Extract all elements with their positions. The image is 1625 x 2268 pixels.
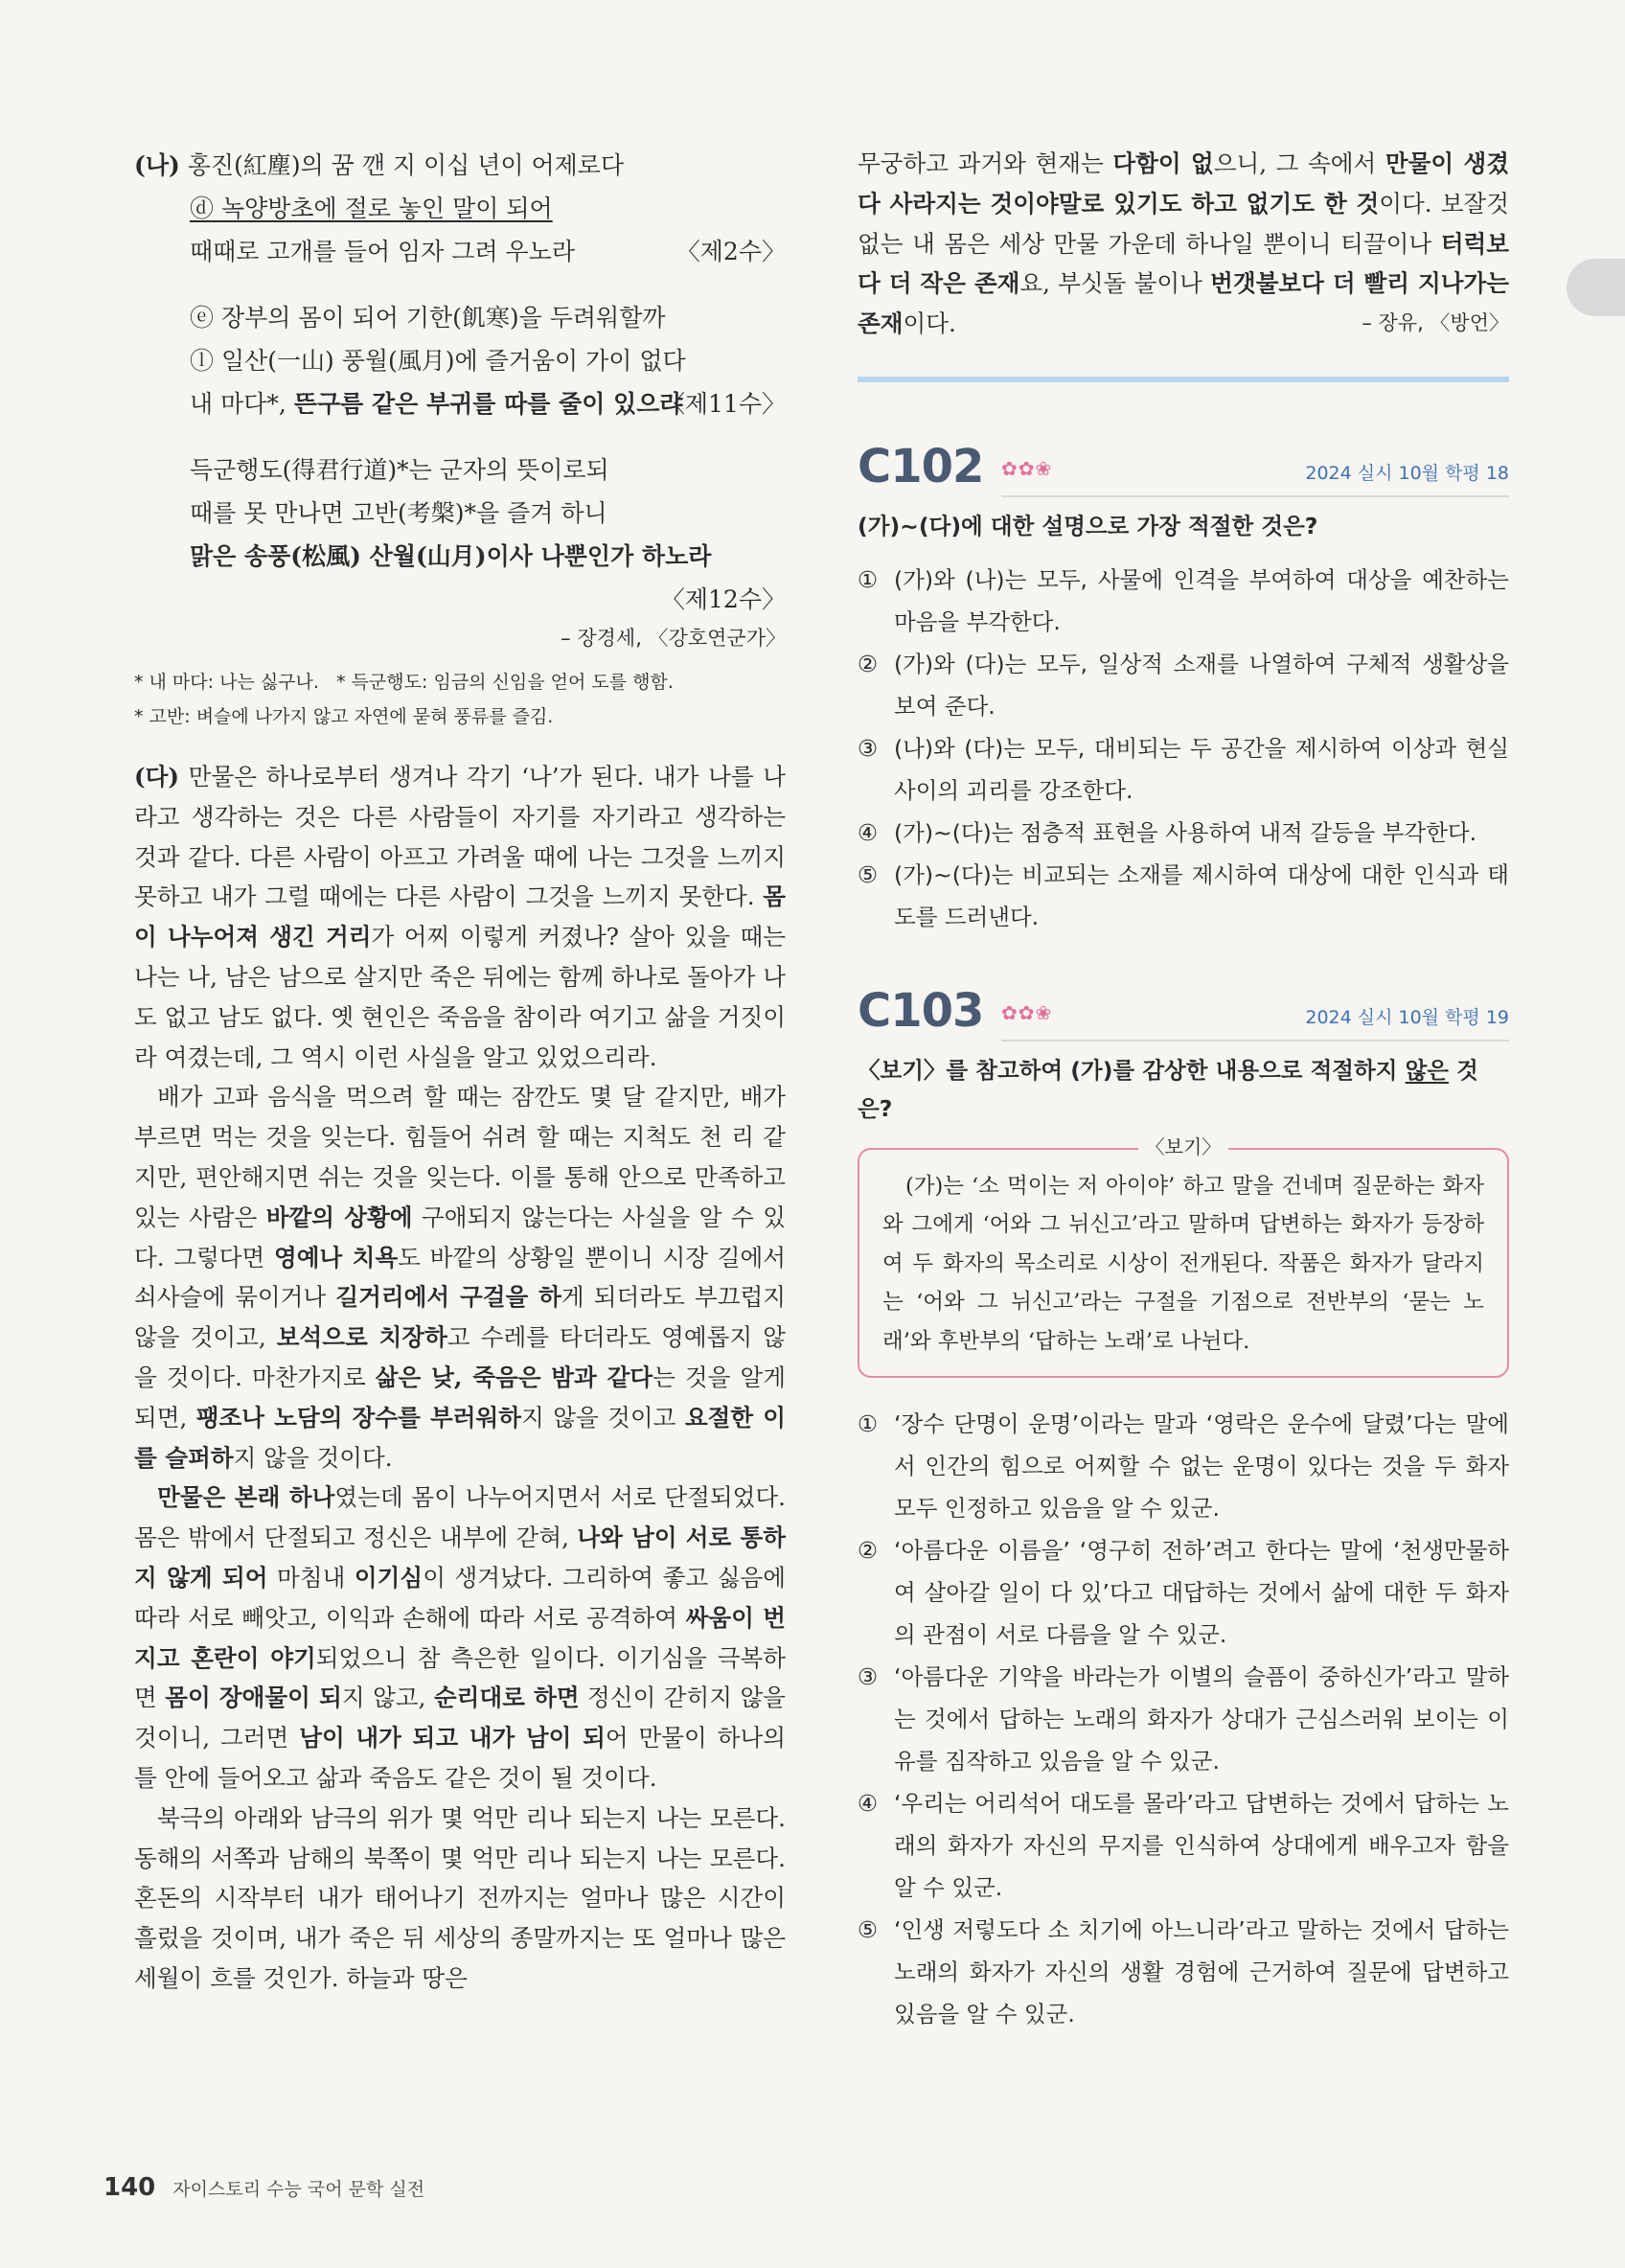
poem-line: 때를 못 만나면 고반(考槃)*을 즐겨 하니	[190, 499, 607, 527]
poem-label: (나)	[134, 151, 180, 179]
poem-line: ⓔ 장부의 몸이 되어 기한(飢寒)을 두려워할까	[190, 304, 666, 332]
question-header-c102	[858, 440, 1509, 501]
prose-paragraph: 배가 고파 음식을 먹으려 할 때는 잠깐도 몇 달 같지만, 배가 부르면 먹는 것을 잊는다. 힘들어 쉬려 할 때는 지척도 천 리 같지만, 편안해지면 쉬는 것을 잊는다. 이를 통해 안으로 만족하고 있는 사람은 바깥의 상황에 구애되지 않는다는 사실을 알 수 있다. 그렇다면 영예나 치욕도 바깥의 상황일 뿐이니 시장 길에서 쇠사슬에 묶이거나 길거리에서 구걸을 하게 되더라도 부끄럽지 않을 것이고, 보석으로 치장하고 수레를 타더라도 영예롭지 않을 것이다. 마찬가지로 삶은 낮, 죽음은 밤과 같다는 것을 알게 되면, 팽조나 노담의 장수를 부러워하지 않을 것이고 요절한 이를 슬퍼하지 않을 것이다.	[134, 1083, 787, 1472]
poem-line	[134, 578, 786, 621]
answer-option[interactable]: ③ (나)와 (다)는 모두, 대비되는 두 공간을 제시하여 이상과 현실 사이의 괴리를 강조한다.	[858, 734, 1509, 804]
footnote: * 고반: 벼슬에 나가지 않고 자연에 묻혀 풍류를 즐김.	[134, 706, 554, 727]
question-number: C102	[858, 439, 984, 493]
page-number: 140	[103, 2173, 156, 2202]
bogi-box	[858, 1132, 1509, 1379]
left-column	[134, 144, 786, 1999]
answer-option[interactable]: ⑤ ‘인생 저렇도다 소 치기에 아느니라’라고 말하는 것에서 답하는 노래의 화자가 자신의 생활 경험에 근거하여 질문에 답변하고 있음을 알 수 있군.	[858, 1916, 1509, 2028]
question-text: (가)~(다)에 대한 설명으로 가장 적절한 것은?	[858, 512, 1318, 539]
prose-author: – 장유, 〈방언〉	[1362, 311, 1509, 335]
section-divider	[858, 377, 1509, 382]
poem-na	[134, 144, 786, 621]
answer-option[interactable]: ① ‘장수 단명이 운명’이라는 말과 ‘영락은 운수에 달렸’다는 말에서 인간의 힘으로 어찌할 수 없는 운명이 있다는 것을 두 화자 모두 인정하고 있음을 알 수 있군.	[858, 1410, 1509, 1523]
answer-options	[858, 1403, 1509, 2035]
header-rule	[1001, 1040, 1509, 1042]
right-column	[858, 144, 1509, 2035]
stanza-tag: 〈제11수〉	[660, 390, 786, 418]
poem-line: 맑은 송풍(松風) 산월(山月)이사 나뿐인가 하노라	[190, 542, 712, 570]
book-title: 자이스토리 수능 국어 문학 실전	[172, 2179, 425, 2200]
poem-line: ⓓ 녹양방초에 절로 놓인 말이 되어	[190, 195, 553, 222]
question-text: 〈보기〉를 참고하여 (가)를 감상한 내용으로 적절하지 않은 것은?	[858, 1056, 1478, 1122]
question-number: C103	[858, 983, 984, 1038]
poem-line: (나) 홍진(紅塵)의 꿈 깬 지 이십 년이 어제로다	[134, 151, 625, 179]
header-rule	[1001, 495, 1509, 497]
page-footer	[103, 2173, 424, 2202]
answer-option[interactable]: ⑤ (가)~(다)는 비교되는 소재를 제시하여 대상에 대한 인식과 태도를 드러낸다.	[858, 860, 1509, 930]
question-header-c103	[858, 984, 1509, 1045]
prose-paragraph: 북극의 아래와 남극의 위가 몇 억만 리나 되는지 나는 모른다. 동해의 서쪽과 남해의 북쪽이 몇 억만 리나 되는지 나는 모른다. 혼돈의 시작부터 내가 태어나기 전까지는 얼마나 많은 시간이 흘렀을 것이며, 내가 죽은 뒤 세상의 종말까지는 또 얼마나 많은 세월이 흐를 것인가. 하늘과 땅은	[134, 1803, 786, 1992]
stanza-tag: 〈제2수〉	[675, 238, 786, 265]
question-source: 2024 실시 10월 학평 18	[1305, 462, 1509, 484]
prose-paragraph: (다) 만물은 하나로부터 생겨나 각기 ‘나’가 된다. 내가 나를 나라고 생각하는 것은 다른 사람들이 자기를 자기라고 생각하는 것과 같다. 다른 사람이 아프고 가려울 때에 나는 그것을 느끼지 못하고 내가 그럴 때에는 다른 사람이 그것을 느끼지 못한다. 몸이 나누어져 생긴 거리가 어찌 이렇게 커졌나? 살아 있을 때는 나는 나, 남은 남으로 살지만 죽은 뒤에는 함께 하나로 돌아가 나도 없고 남도 없다. 옛 현인은 죽음을 참이라 여기고 삶을 거짓이라 여겼는데, 그 역시 이런 사실을 알고 있었으리라.	[134, 763, 786, 1071]
prose-label: (다)	[134, 763, 180, 790]
poem-line: 때때로 고개를 들어 임자 그려 우노라 〈제2수〉	[134, 230, 786, 273]
poem-line: 내 마다*, 뜬구름 같은 부귀를 따를 줄이 있으랴 〈제11수〉	[134, 382, 786, 425]
bogi-label: 〈보기〉	[1138, 1135, 1229, 1158]
answer-option[interactable]: ① (가)와 (나)는 모두, 사물에 인격을 부여하여 대상을 예찬하는 마음을 부각한다.	[858, 565, 1509, 635]
footnotes	[134, 665, 786, 734]
answer-option[interactable]: ④ (가)~(다)는 점층적 표현을 사용하여 내적 갈등을 부각한다.	[858, 818, 1477, 846]
answer-option[interactable]: ③ ‘아름다운 기약을 바라는가 이별의 슬픔이 중하신가’라고 말하는 것에서 답하는 노래의 화자가 상대가 근심스러워 보이는 이유를 짐작하고 있음을 알 수 있군.	[858, 1663, 1509, 1775]
poem-line: 득군행도(得君行道)*는 군자의 뜻이로되	[190, 456, 609, 484]
footnote-row: * 내 마다: 나는 싫구나. * 득군행도: 임금의 신임을 얻어 도를 행함.	[134, 672, 674, 693]
answer-option[interactable]: ② (가)와 (다)는 모두, 일상적 소재를 나열하여 구체적 생활상을 보여 준다.	[858, 650, 1509, 720]
bogi-content: (가)는 ‘소 먹이는 저 아이야’ 하고 말을 건네며 질문하는 화자와 그에게 ‘어와 그 뉘신고’라고 말하며 답변하는 화자가 등장하여 두 화자의 목소리로 시상이 전개된다. 작품은 화자가 달라지는 ‘어와 그 뉘신고’라는 구절을 기점으로 전반부의 ‘묻는 노래’와 후반부의 ‘답하는 노래’로 나뉜다.	[858, 1148, 1509, 1379]
poem-line: ⓛ 일산(一山) 풍월(風月)에 즐거움이 가이 없다	[190, 347, 686, 375]
difficulty-stars-icon: ✿✿❀	[1001, 456, 1053, 480]
poem-author: – 장경세, 〈강호연군가〉	[561, 627, 786, 650]
prose-paragraph-continued: 무궁하고 과거와 현재는 다함이 없으니, 그 속에서 만물이 생겼다 사라지는 것이야말로 있기도 하고 없기도 한 것이다. 보잘것없는 내 몸은 세상 만물 가운데 하나일 뿐이니 티끌이나 터럭보다 더 작은 존재요, 부싯돌 불이나 번갯불보다 더 빨리 지나가는 존재이다. – 장유, 〈방언〉	[858, 144, 1509, 344]
question-source: 2024 실시 10월 학평 19	[1305, 1006, 1509, 1028]
answer-option[interactable]: ② ‘아름다운 이름을’ ‘영구히 전하’려고 한다는 말에 ‘천생만물하여 살아갈 일이 다 있’다고 대답하는 것에서 삶에 대한 두 화자의 관점이 서로 다름을 알 수 있군.	[858, 1537, 1509, 1649]
answer-option[interactable]: ④ ‘우리는 어리석어 대도를 몰라’라고 답변하는 것에서 답하는 노래의 화자가 자신의 무지를 인식하여 상대에게 배우고자 함을 알 수 있군.	[858, 1790, 1509, 1902]
answer-options	[858, 559, 1509, 938]
difficulty-stars-icon: ✿✿❀	[1001, 1000, 1053, 1024]
prose-paragraph: 만물은 본래 하나였는데 몸이 나누어지면서 서로 단절되었다. 몸은 밖에서 단절되고 정신은 내부에 갇혀, 나와 남이 서로 통하지 않게 되어 마침내 이기심이 생겨났다. 그리하여 좋고 싫음에 따라 서로 빼앗고, 이익과 손해에 따라 서로 공격하여 싸움이 번지고 혼란이 야기되었으니 참 측은한 일이다. 이기심을 극복하면 몸이 장애물이 되지 않고, 순리대로 하면 정신이 갇히지 않을 것이니, 그러면 남이 내가 되고 내가 남이 되어 만물이 하나의 틀 안에 들어오고 삶과 죽음도 같은 것이 될 것이다.	[134, 1483, 787, 1792]
stanza-tag: 〈제12수〉	[660, 585, 786, 613]
chapter-tab-marker	[1567, 259, 1625, 316]
